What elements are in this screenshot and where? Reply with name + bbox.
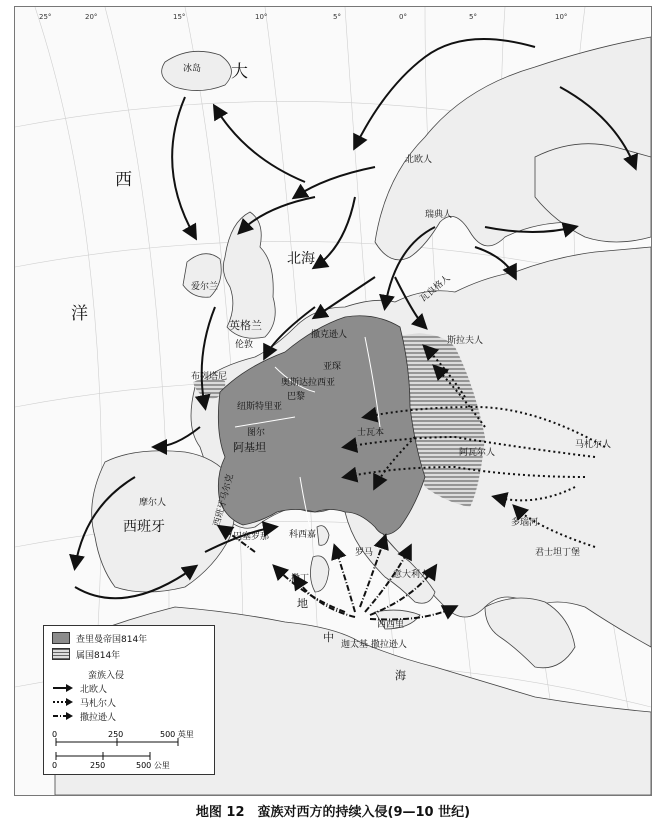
- finland-land: [535, 144, 651, 242]
- legend-magyars-label: 马札尔人: [80, 698, 117, 709]
- label-slavs: 斯拉夫人: [447, 336, 484, 346]
- scale-km-500: 500 公里: [136, 761, 170, 770]
- label-constantinople: 君士坦丁堡: [535, 548, 581, 558]
- deg-label: 5°: [333, 13, 341, 21]
- balkans-land: [485, 598, 575, 668]
- northmen-line-icon: [52, 683, 74, 693]
- legend-northmen-label: 北欧人: [80, 684, 108, 695]
- label-sardinia: 撒丁: [291, 574, 310, 584]
- label-sicily: 西西里: [377, 620, 405, 630]
- scale-mi-250: 250: [108, 730, 124, 739]
- label-barcelona: 巴塞罗那: [233, 532, 270, 542]
- deg-label: 25°: [39, 13, 52, 21]
- degree-labels: [39, 13, 567, 21]
- deg-label: 15°: [173, 13, 186, 21]
- label-north-sea: 北海: [287, 251, 315, 267]
- label-danube: 多瑙河: [511, 518, 539, 528]
- legend-empire-label: 查里曼帝国814年: [76, 634, 148, 645]
- label-atlantic-1: 大: [231, 62, 248, 82]
- sardinia-land: [310, 556, 329, 592]
- label-atlantic-2: 西: [115, 170, 132, 190]
- label-corsica: 科西嘉: [289, 530, 317, 540]
- label-moors: 摩尔人: [139, 498, 167, 508]
- label-varangians: 瓦良格人: [418, 273, 453, 305]
- scale-mi-500: 500 英里: [160, 730, 194, 739]
- legend-magyars: [52, 696, 116, 708]
- label-med-1: 地: [297, 597, 308, 610]
- label-austrasia: 奥斯达拉西亚: [281, 378, 336, 388]
- label-paris: 巴黎: [287, 392, 306, 402]
- legend-invasions-title-text: 蛮族入侵: [88, 670, 125, 681]
- magyar-line-icon: [52, 697, 74, 707]
- label-london: 伦敦: [235, 340, 254, 350]
- label-magyars: 马札尔人: [575, 440, 612, 450]
- legend-dependency-label: 属国814年: [76, 650, 121, 661]
- legend: [43, 625, 215, 775]
- map-frame: [14, 6, 652, 796]
- label-aachen: 亚琛: [323, 362, 342, 372]
- label-saxons: 撒克逊人: [311, 330, 348, 340]
- label-tours: 图尔: [247, 428, 266, 438]
- label-med-3: 海: [395, 669, 406, 682]
- legend-saracens-label: 撒拉逊人: [80, 712, 117, 723]
- label-iceland: 冰岛: [183, 64, 202, 74]
- label-england: 英格兰: [229, 319, 262, 332]
- label-rome: 罗马: [355, 548, 374, 558]
- legend-dependency: [52, 648, 120, 660]
- legend-empire: [52, 632, 147, 644]
- scale-bar: [50, 730, 210, 770]
- label-swedes: 瑞典人: [425, 210, 453, 220]
- label-spanish-march: 西班牙马尔克: [212, 473, 236, 528]
- label-italians: 意大利人: [393, 570, 430, 580]
- label-avars: 阿瓦尔人: [459, 448, 496, 458]
- scale-km-250: 250: [90, 761, 106, 770]
- label-neustria: 纽斯特里亚: [237, 402, 283, 412]
- legend-saracens: [52, 710, 116, 722]
- label-atlantic-3: 洋: [71, 304, 88, 324]
- legend-northmen: [52, 682, 107, 694]
- deg-label: 10°: [555, 13, 568, 21]
- deg-label: 0°: [399, 13, 407, 21]
- label-northmen: 北欧人: [405, 155, 433, 165]
- label-aquitaine: 阿基坦: [233, 441, 266, 454]
- corsica-land: [317, 526, 329, 546]
- label-spain: 西班牙: [123, 519, 165, 535]
- deg-label: 5°: [469, 13, 477, 21]
- dependency-swatch: [52, 648, 70, 660]
- label-med-2: 中: [323, 631, 334, 644]
- deg-label: 10°: [255, 13, 268, 21]
- saracen-line-icon: [52, 711, 74, 721]
- map-caption: 地图 12 蛮族对西方的持续入侵(9—10 世纪): [195, 805, 471, 820]
- legend-invasions-title: [88, 668, 124, 680]
- scale-km-0: 0: [52, 761, 58, 770]
- label-brittany: 布列塔尼: [191, 372, 228, 382]
- label-swabia: 士瓦本: [357, 428, 385, 438]
- label-carthage: 迦太基 撒拉逊人: [341, 640, 407, 650]
- label-ireland: 爱尔兰: [191, 282, 219, 292]
- scale-mi-0: 0: [52, 730, 58, 739]
- deg-label: 20°: [85, 13, 98, 21]
- empire-swatch: [52, 632, 70, 644]
